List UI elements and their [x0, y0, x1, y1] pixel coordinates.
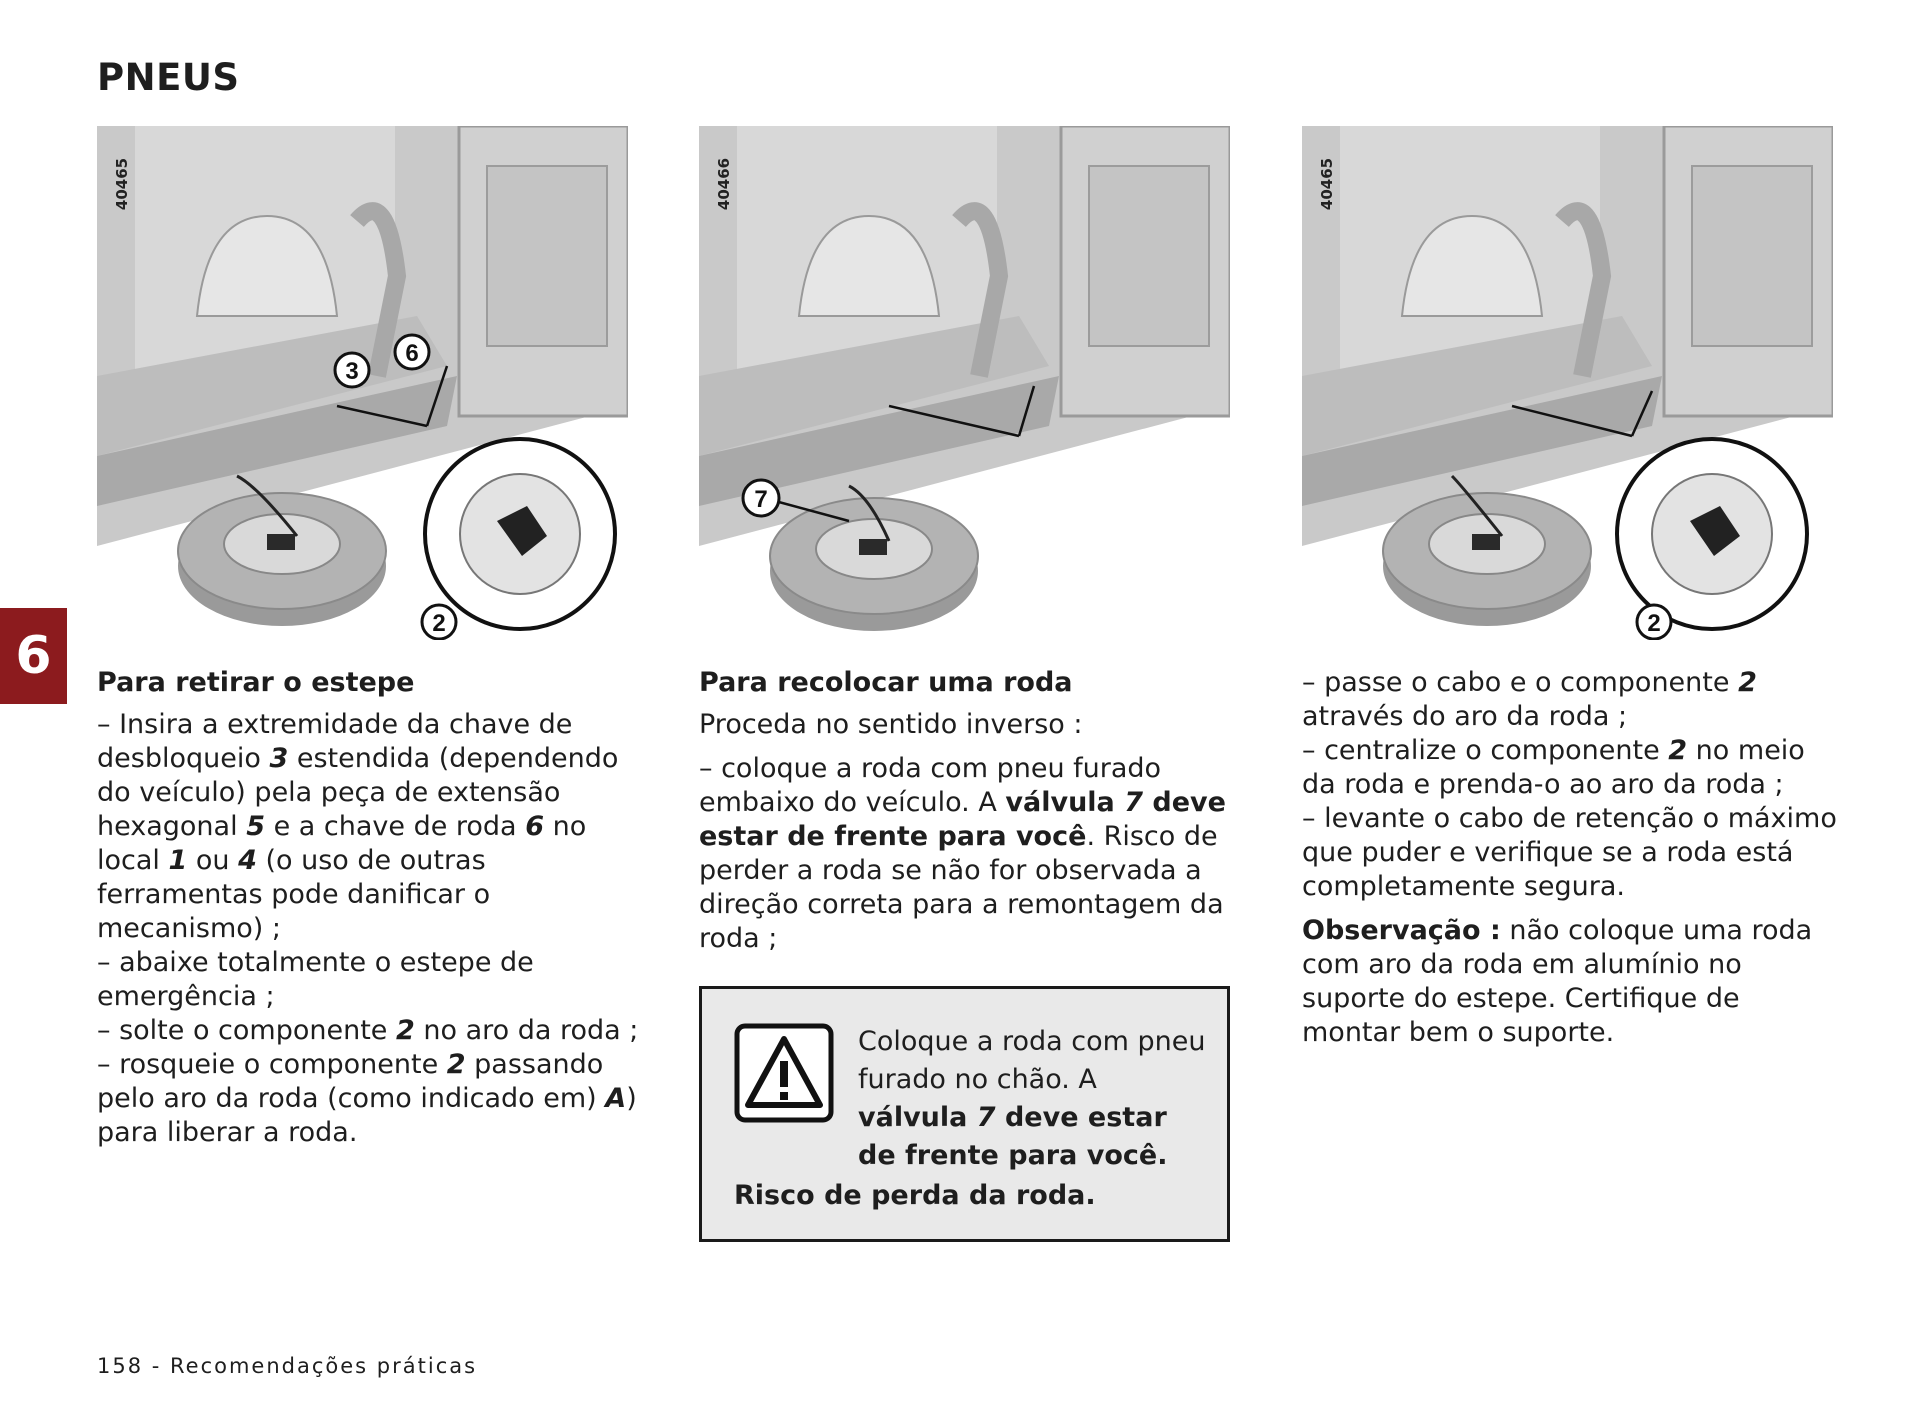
step-pass-cable: – passe o cabo e o componente 2 através do aro da roda ; — [1302, 667, 1757, 732]
step-thread-component: – rosqueie o componente 2 passando pelo aro da roda (como indicado em) A) para liberar a roda. — [97, 1049, 637, 1148]
page-footer: 158 - Recomendações práticas — [97, 1354, 478, 1378]
callout-2: 2 — [432, 610, 446, 637]
column-remove-spare — [97, 666, 642, 1150]
chapter-tab — [0, 608, 67, 704]
section-heading: Para recolocar uma roda — [699, 667, 1073, 698]
step-center-component: – centralize o componente 2 no meio da roda e prenda-o ao aro da roda ; — [1302, 735, 1805, 800]
figure-remove-spare — [97, 126, 628, 640]
figure-refit-wheel — [699, 126, 1230, 640]
warning-icon — [734, 1023, 834, 1123]
step-lower-spare: – abaixe totalmente o estepe de emergência ; — [97, 947, 534, 1012]
step-lift-cable: – levante o cabo de retenção o máximo que puder e verifique se a roda está completamente segura. — [1302, 803, 1837, 902]
column-secure-spare — [1302, 666, 1842, 1050]
figure-code: 40465 — [1318, 157, 1336, 211]
step-release-component: – solte o componente 2 no aro da roda ; — [97, 1015, 639, 1046]
intro-text: Proceda no sentido inverso : — [699, 709, 1083, 740]
figure-secure-spare — [1302, 126, 1833, 640]
illustration-van-rear-wheel-under — [699, 126, 1230, 640]
callout-6: 6 — [405, 340, 419, 367]
callout-2: 2 — [1647, 610, 1661, 637]
figure-code: 40465 — [113, 157, 131, 211]
page-title: PNEUS — [97, 56, 240, 99]
figure-code: 40466 — [715, 157, 733, 211]
illustration-van-rear-spare-secure — [1302, 126, 1833, 640]
column-refit-wheel — [699, 666, 1234, 956]
warning-box — [699, 986, 1230, 1242]
illustration-van-rear-spare-wheel — [97, 126, 628, 640]
warning-text: Coloque a roda com pneu furado no chão. A válvula 7 deve estar de frente para você. — [858, 1026, 1206, 1171]
section-heading: Para retirar o estepe — [97, 667, 415, 698]
chapter-number: 6 — [15, 626, 52, 686]
step-insert-key: – Insira a extremidade da chave de desbloqueio 3 estendida (dependendo do veículo) pela peça de extensão hexagonal 5 e a chave de roda 6 no local 1 ou 4 (o uso de outras ferramentas pode danificar o mecanismo) ; — [97, 709, 619, 944]
callout-7: 7 — [754, 486, 768, 513]
note-text: Observação : não coloque uma roda com aro da roda em alumínio no suporte do estepe. Certifique de montar bem o suporte. — [1302, 915, 1813, 1048]
step-place-wheel: – coloque a roda com pneu furado embaixo do veículo. A válvula 7 deve estar de frente para você. Risco de perder a roda se não for observada a direção correta para a remontagem da roda ; — [699, 753, 1226, 954]
callout-3: 3 — [345, 358, 359, 385]
warning-risk: Risco de perda da roda. — [734, 1180, 1096, 1211]
